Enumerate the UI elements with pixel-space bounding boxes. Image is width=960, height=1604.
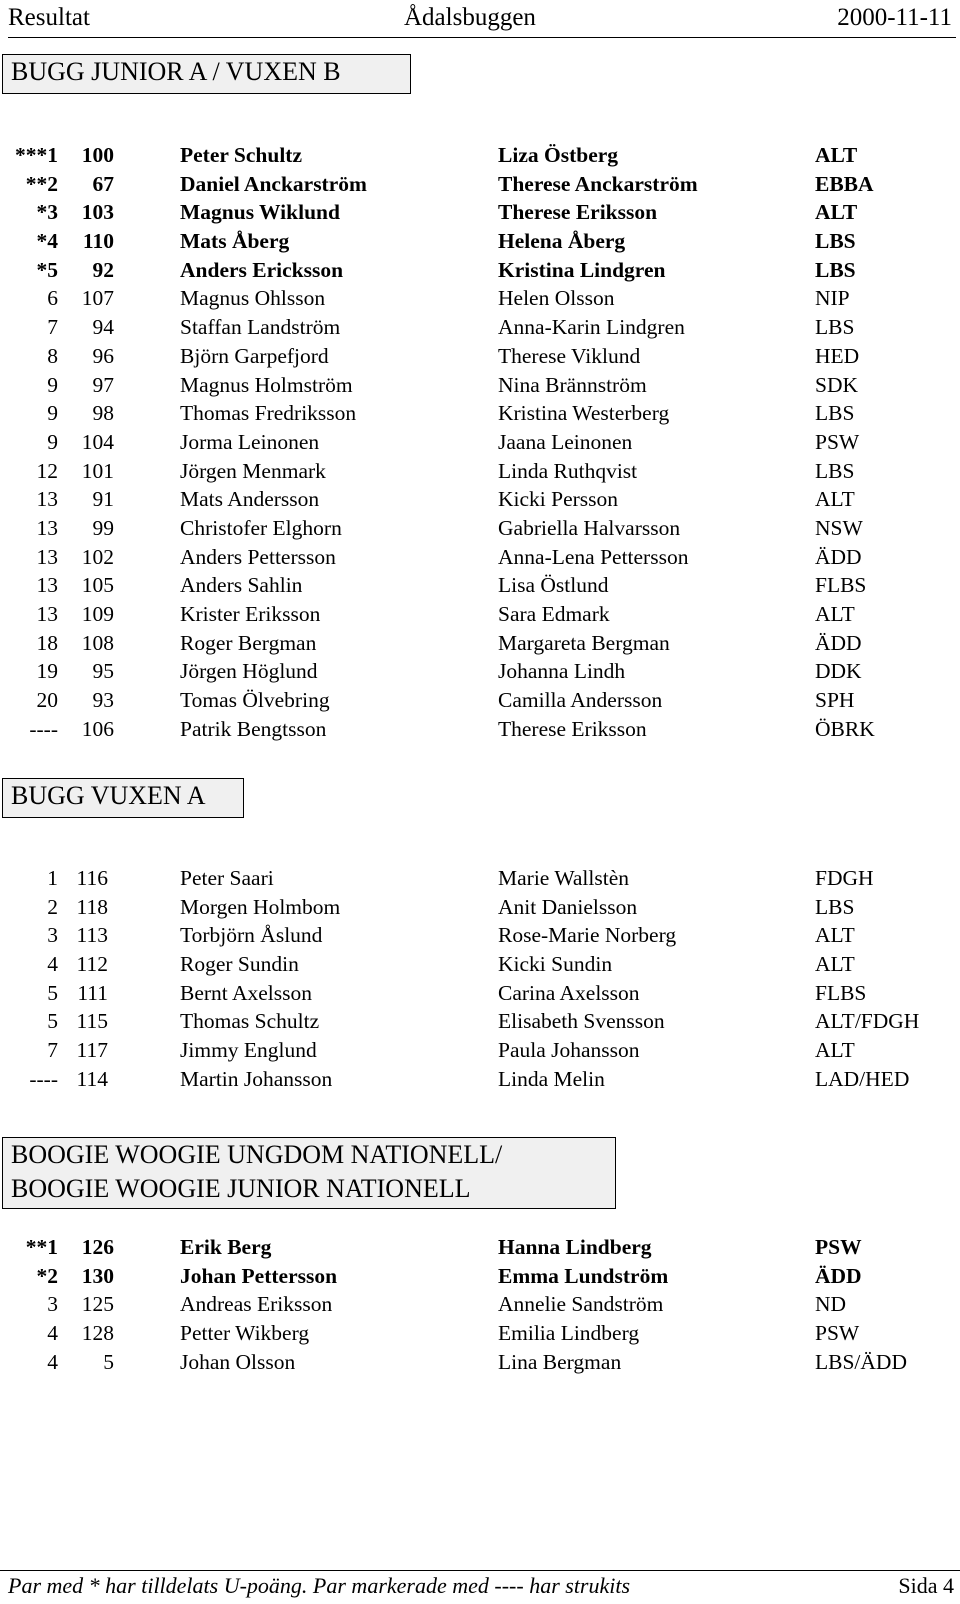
start-number: 105 (81, 573, 114, 598)
section-title-bugg-vuxen-a (2, 778, 244, 818)
start-number: 114 (76, 1066, 108, 1091)
placement: 13 (36, 544, 58, 569)
start-number: 111 (77, 980, 108, 1005)
result-row (0, 170, 960, 199)
follow-dancer: Liza Östberg (498, 143, 619, 167)
placement: *3 (36, 200, 58, 225)
start-number: 93 (92, 688, 114, 713)
club: LBS (815, 315, 855, 340)
follow-dancer: Helena Åberg (498, 229, 626, 254)
follow-dancer: Jaana Leinonen (498, 429, 633, 454)
results-list-bugg-junior-a (0, 141, 960, 743)
club: LBS (815, 229, 856, 254)
placement: 5 (47, 980, 58, 1005)
club: FLBS (815, 573, 867, 598)
club: ÖBRK (815, 716, 875, 741)
club: EBBA (815, 171, 874, 196)
section-title-line: BOOGIE WOOGIE JUNIOR NATIONELL (11, 1174, 471, 1203)
section-title-line: BOOGIE WOOGIE UNGDOM NATIONELL/ (11, 1140, 503, 1169)
section-title-line: BUGG JUNIOR A / VUXEN B (11, 57, 341, 86)
placement: 12 (36, 458, 58, 483)
follow-dancer: Hanna Lindberg (498, 1235, 652, 1259)
placement: 9 (47, 429, 58, 454)
result-row (0, 1007, 960, 1036)
club: LBS (815, 257, 856, 282)
start-number: 112 (76, 952, 108, 977)
result-row (0, 485, 960, 514)
follow-dancer: Lina Bergman (498, 1349, 622, 1374)
lead-dancer: Patrik Bengtsson (180, 716, 327, 741)
start-number: 94 (92, 315, 114, 340)
follow-dancer: Elisabeth Svensson (498, 1009, 665, 1034)
result-row (0, 399, 960, 428)
start-number: 107 (81, 286, 114, 311)
result-row (0, 1348, 960, 1377)
follow-dancer: Kicki Sundin (498, 952, 613, 977)
placement: 4 (47, 1349, 58, 1374)
result-row (0, 921, 960, 950)
result-row (0, 284, 960, 313)
header-title: Resultat (8, 4, 90, 31)
result-row (0, 600, 960, 629)
start-number: 116 (76, 866, 108, 890)
club: NSW (815, 515, 863, 540)
start-number: 102 (81, 544, 114, 569)
placement: 3 (47, 923, 58, 948)
start-number: 100 (81, 143, 114, 167)
follow-dancer: Carina Axelsson (498, 980, 640, 1005)
follow-dancer: Nina Brännström (498, 372, 647, 397)
follow-dancer: Kristina Lindgren (498, 257, 666, 282)
lead-dancer: Torbjörn Åslund (180, 923, 323, 948)
club: SDK (815, 372, 859, 397)
start-number: 98 (92, 401, 114, 426)
footer-note: Par med * har tilldelats U-poäng. Par markerade med ---- har strukits (8, 1573, 631, 1598)
follow-dancer: Therese Anckarström (498, 171, 698, 196)
club: ALT (815, 1038, 855, 1063)
result-row (0, 1233, 960, 1262)
placement: 13 (36, 573, 58, 598)
lead-dancer: Anders Ericksson (180, 257, 344, 282)
club: ALT (815, 923, 855, 948)
placement: ***1 (15, 143, 58, 167)
club: LAD/HED (815, 1066, 910, 1091)
lead-dancer: Jörgen Menmark (180, 458, 326, 483)
follow-dancer: Johanna Lindh (498, 659, 626, 684)
results-list-boogie-woogie (0, 1233, 960, 1376)
placement: 9 (47, 372, 58, 397)
club: ALT (815, 952, 855, 977)
start-number: 92 (92, 257, 114, 282)
placement: 8 (47, 343, 58, 368)
placement: ---- (29, 1066, 58, 1091)
start-number: 125 (81, 1292, 114, 1317)
start-number: 99 (92, 515, 114, 540)
result-row (0, 313, 960, 342)
club: ALT (815, 487, 855, 512)
club: DDK (815, 659, 862, 684)
lead-dancer: Roger Bergman (180, 630, 317, 655)
start-number: 104 (81, 429, 114, 454)
start-number: 67 (92, 171, 114, 196)
start-number: 101 (81, 458, 114, 483)
result-row (0, 893, 960, 922)
start-number: 106 (81, 716, 114, 741)
placement: 7 (47, 315, 58, 340)
result-row (0, 227, 960, 256)
placement: 20 (36, 688, 58, 713)
follow-dancer: Kicki Persson (498, 487, 619, 512)
start-number: 115 (76, 1009, 108, 1034)
placement: *2 (36, 1263, 58, 1288)
club: ÄDD (815, 630, 862, 655)
lead-dancer: Thomas Schultz (180, 1009, 320, 1034)
club: LBS (815, 401, 855, 426)
club: ÄDD (815, 544, 862, 569)
club: ALT/FDGH (815, 1009, 920, 1034)
start-number: 108 (81, 630, 114, 655)
placement: **1 (25, 1235, 58, 1259)
result-row (0, 256, 960, 285)
club: FLBS (815, 980, 867, 1005)
header-date: 2000-11-11 (837, 4, 952, 31)
result-row (0, 657, 960, 686)
start-number: 103 (81, 200, 114, 225)
result-row (0, 1319, 960, 1348)
result-row (0, 198, 960, 227)
lead-dancer: Martin Johansson (180, 1066, 333, 1091)
result-row (0, 979, 960, 1008)
placement: *4 (36, 229, 58, 254)
club: ALT (815, 143, 858, 167)
start-number: 110 (82, 229, 114, 254)
club: LBS/ÄDD (815, 1349, 907, 1374)
result-row (0, 629, 960, 658)
club: LBS (815, 894, 855, 919)
placement: 13 (36, 515, 58, 540)
club: SPH (815, 688, 855, 713)
lead-dancer: Krister Eriksson (180, 602, 321, 626)
placement: 2 (47, 894, 58, 919)
lead-dancer: Mats Andersson (180, 487, 320, 512)
section-title-boogie-woogie (2, 1137, 616, 1209)
placement: **2 (25, 171, 58, 196)
start-number: 130 (81, 1263, 114, 1288)
placement: 4 (47, 1321, 58, 1346)
club: PSW (815, 429, 860, 454)
placement: 19 (36, 659, 58, 684)
follow-dancer: Linda Melin (498, 1066, 605, 1091)
follow-dancer: Helen Olsson (498, 286, 615, 311)
footer-rule (0, 1570, 960, 1571)
follow-dancer: Therese Viklund (498, 343, 641, 368)
placement: *5 (36, 257, 58, 282)
follow-dancer: Camilla Andersson (498, 688, 663, 713)
lead-dancer: Magnus Ohlsson (180, 286, 326, 311)
lead-dancer: Jorma Leinonen (180, 429, 320, 454)
result-row (0, 571, 960, 600)
result-row (0, 864, 960, 893)
lead-dancer: Magnus Holmström (180, 372, 353, 397)
start-number: 5 (103, 1349, 114, 1374)
results-list-bugg-vuxen-a (0, 864, 960, 1094)
placement: 6 (47, 286, 58, 311)
section-title-bugg-junior-a (2, 54, 411, 94)
start-number: 128 (81, 1321, 114, 1346)
start-number: 113 (76, 923, 108, 948)
lead-dancer: Peter Schultz (180, 143, 302, 167)
lead-dancer: Christofer Elghorn (180, 515, 342, 540)
placement: 9 (47, 401, 58, 426)
placement: 4 (47, 952, 58, 977)
lead-dancer: Daniel Anckarström (180, 171, 367, 196)
result-row (0, 428, 960, 457)
result-row (0, 1262, 960, 1291)
result-row (0, 1065, 960, 1094)
result-row (0, 1036, 960, 1065)
lead-dancer: Björn Garpefjord (180, 343, 329, 368)
lead-dancer: Johan Pettersson (180, 1263, 338, 1288)
result-row (0, 457, 960, 486)
lead-dancer: Roger Sundin (180, 952, 299, 977)
lead-dancer: Anders Pettersson (180, 544, 336, 569)
lead-dancer: Morgen Holmbom (180, 894, 341, 919)
placement: 7 (47, 1038, 58, 1063)
follow-dancer: Sara Edmark (498, 602, 610, 626)
club: ND (815, 1292, 847, 1317)
start-number: 96 (92, 343, 114, 368)
club: PSW (815, 1321, 860, 1346)
lead-dancer: Peter Saari (180, 866, 274, 890)
placement: 1 (47, 866, 58, 890)
follow-dancer: Therese Eriksson (498, 716, 647, 741)
start-number: 118 (76, 894, 108, 919)
section-title-line: BUGG VUXEN A (11, 781, 206, 810)
result-row (0, 342, 960, 371)
lead-dancer: Erik Berg (180, 1235, 272, 1259)
lead-dancer: Magnus Wiklund (180, 200, 340, 225)
placement: ---- (29, 716, 58, 741)
start-number: 126 (81, 1235, 114, 1259)
result-row (0, 543, 960, 572)
placement: 13 (36, 602, 58, 626)
result-row (0, 715, 960, 744)
follow-dancer: Emilia Lindberg (498, 1321, 640, 1346)
page-footer (0, 1570, 960, 1598)
placement: 13 (36, 487, 58, 512)
club: NIP (815, 286, 850, 311)
lead-dancer: Mats Åberg (180, 229, 290, 254)
follow-dancer: Kristina Westerberg (498, 401, 670, 426)
lead-dancer: Andreas Eriksson (180, 1292, 333, 1317)
header-rule (8, 37, 956, 38)
placement: 18 (36, 630, 58, 655)
lead-dancer: Tomas Ölvebring (180, 688, 330, 713)
club: ALT (815, 200, 858, 225)
lead-dancer: Jörgen Höglund (180, 659, 318, 684)
start-number: 109 (81, 602, 114, 626)
lead-dancer: Johan Olsson (180, 1349, 296, 1374)
club: FDGH (815, 866, 874, 890)
follow-dancer: Emma Lundström (498, 1263, 669, 1288)
header-event: Ådalsbuggen (404, 4, 536, 31)
follow-dancer: Gabriella Halvarsson (498, 515, 681, 540)
follow-dancer: Rose-Marie Norberg (498, 923, 677, 948)
lead-dancer: Petter Wikberg (180, 1321, 310, 1346)
lead-dancer: Staffan Landström (180, 315, 341, 340)
follow-dancer: Anna-Lena Pettersson (498, 544, 689, 569)
club: ALT (815, 602, 855, 626)
follow-dancer: Marie Wallstèn (498, 866, 630, 890)
page-number: Sida 4 (898, 1573, 954, 1598)
result-row (0, 1290, 960, 1319)
lead-dancer: Bernt Axelsson (180, 980, 312, 1005)
result-row (0, 686, 960, 715)
start-number: 117 (76, 1038, 108, 1063)
club: LBS (815, 458, 855, 483)
placement: 3 (47, 1292, 58, 1317)
page-header (8, 0, 956, 36)
result-row (0, 950, 960, 979)
result-row (0, 371, 960, 400)
follow-dancer: Annelie Sandström (498, 1292, 664, 1317)
follow-dancer: Margareta Bergman (498, 630, 670, 655)
lead-dancer: Thomas Fredriksson (180, 401, 357, 426)
lead-dancer: Anders Sahlin (180, 573, 303, 598)
follow-dancer: Anna-Karin Lindgren (498, 315, 685, 340)
placement: 5 (47, 1009, 58, 1034)
club: PSW (815, 1235, 862, 1259)
follow-dancer: Linda Ruthqvist (498, 458, 638, 483)
follow-dancer: Anit Danielsson (498, 894, 638, 919)
start-number: 97 (92, 372, 114, 397)
follow-dancer: Lisa Östlund (498, 573, 609, 598)
start-number: 91 (92, 487, 114, 512)
club: HED (815, 343, 860, 368)
follow-dancer: Therese Eriksson (498, 200, 658, 225)
follow-dancer: Paula Johansson (498, 1038, 640, 1063)
result-row (0, 514, 960, 543)
lead-dancer: Jimmy Englund (180, 1038, 317, 1063)
result-row (0, 141, 960, 170)
club: ÄDD (815, 1263, 862, 1288)
start-number: 95 (92, 659, 114, 684)
